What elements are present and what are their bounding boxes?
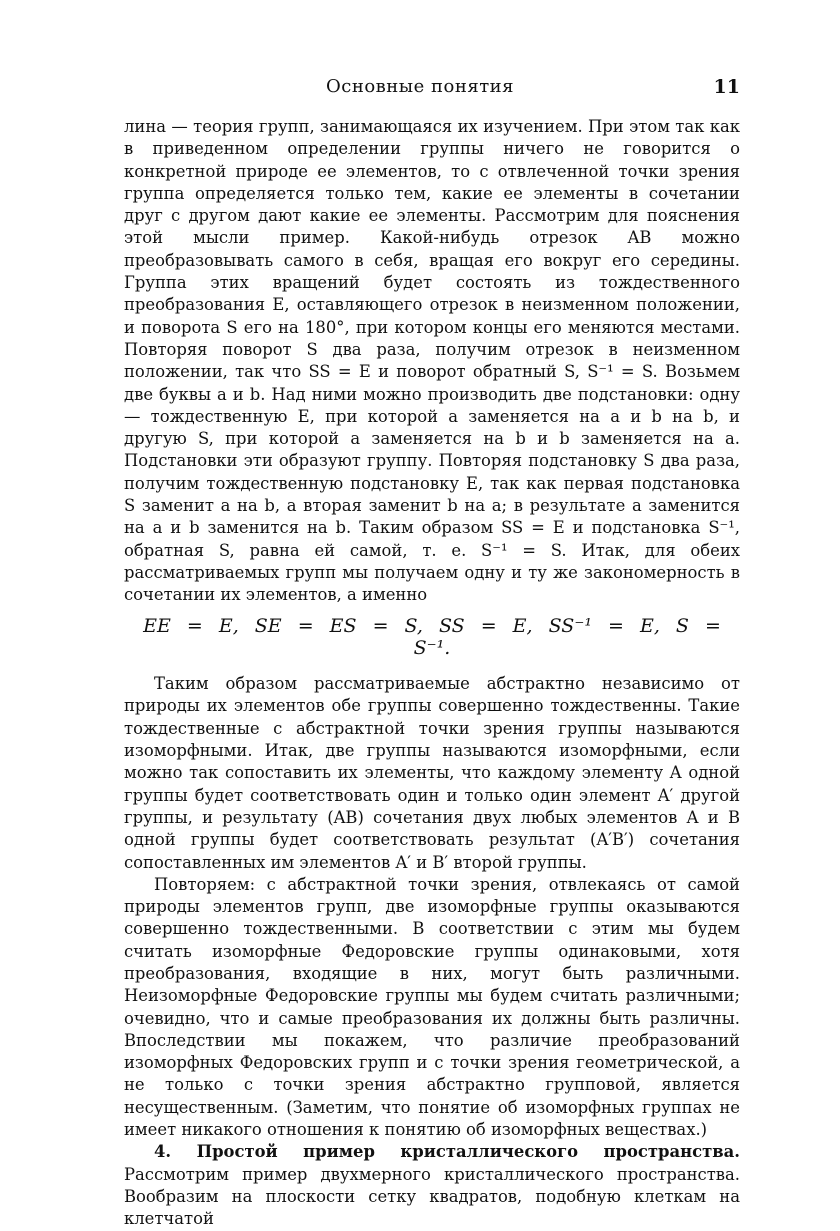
group-formula: EE = E, SE = ES = S, SS = E, SS⁻¹ = E, S = S⁻¹. — [143, 614, 721, 659]
paragraph-continued: лина — теория групп, занимающаяся их изучением. При этом так как в приведенном определении группы ничего не говорится о конкретной природе ее элементов, то с отвлеченной точки зрения группа определяется только тем, какие ее элементы в сочетании друг с другом дают какие ее элементы. Рассмотрим для пояснения этой мысли пример. Какой-нибудь отрезок AB можно преобразовывать самого в себя, вращая его вокруг его середины. Группа этих вращений будет состоять из тождественного преобразования E, оставляющего отрезок в неизменном положении, и поворота S его на 180°, при котором концы его меняются местами. Повторяя поворот S два раза, получим отрезок в неизменном положении, так что SS = E и поворот обратный S, S⁻¹ = S. Возьмем две буквы a и b. Над ними можно производить две подстановки: одну — тождественную E, при которой a заменяется на a и b на b, и другую S, при которой a заменяется на b и b заменяется на a. Подстановки эти образуют группу. Повторяя подстановку S два раза, получим тождественную подстановку E, так как первая подстановка S заменит a на b, а вторая заменит b на a; в результате a заменится на a и b заменится на b. Таким образом SS = E и подстановка S⁻¹, обратная S, равна ей самой, т. е. S⁻¹ = S. Итак, для обеих рассматриваемых групп мы получаем одну и ту же закономерность в сочетании их элементов, а именно — [124, 117, 740, 605]
paragraph-isomorphic-groups: Повторяем: с абстрактной точки зрения, отвлекаясь от самой природы элементов групп, две изоморфные группы оказываются совершенно тождественными. В соответствии с этим мы будем считать изоморфные Федоровские группы одинаковыми, хотя преобразования, входящие в них, могут быть различными. Неизоморфные Федоровские группы мы будем считать различными; очевидно, что и самые преобразования их должны быть различны. Впоследствии мы покажем, что различие преобразований изоморфных Федоровских групп и с точки зрения геометрической, а не только с точки зрения абстрактно групповой, является несущественным. (Заметим, что понятие об изоморфных группах не имеет никакого отношения к понятию об изоморфных веществах.) — [124, 874, 740, 1140]
paragraph-isomorphism-definition: Таким образом рассматриваемые абстрактно независимо от природы их элементов обе группы совершенно тождественны. Такие тождественные с абстрактной точки зрения группы называются изоморфными. Итак, две группы называются изоморфными, если можно так сопоставить их элементы, что каждому элементу A одной группы будет соответствовать один и только один элемент A′ другой группы, и результату (AB) сочетания двух любых элементов A и B одной группы будет соответствовать результат (A′B′) сочетания сопоставленных им элементов A′ и B′ второй группы. — [124, 674, 740, 872]
body-text — [124, 116, 740, 1231]
page-number: 11 — [713, 76, 740, 98]
paragraph-section-4 — [124, 1141, 740, 1230]
section-heading: 4. Простой пример кристаллического пространства. — [154, 1142, 740, 1162]
running-title: Основные понятия — [326, 76, 514, 97]
running-header — [0, 76, 840, 106]
section-text: Рассмотрим пример двухмерного кристаллического пространства. Вообразим на плоскости сетку квадратов, подобную клеткам на клетчатой — [124, 1164, 740, 1229]
